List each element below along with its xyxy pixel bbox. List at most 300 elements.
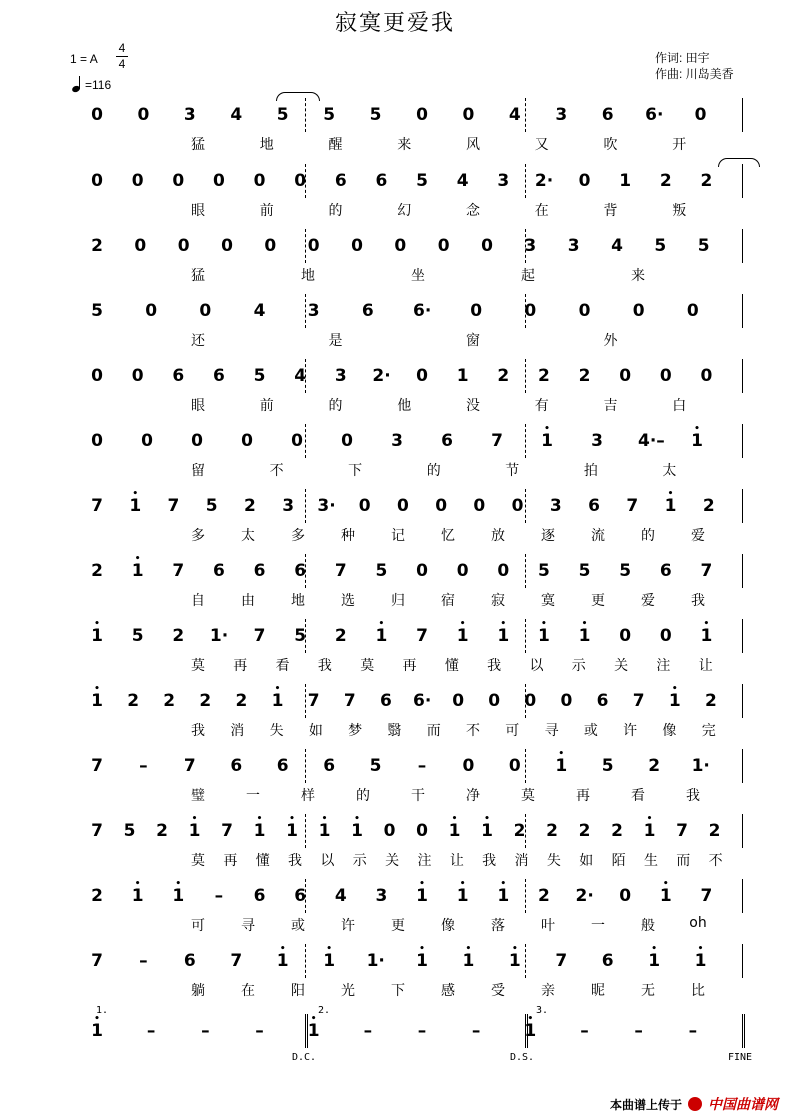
ending-1: 1. <box>96 1005 109 1016</box>
lyric: 我 <box>482 853 497 869</box>
barline-end <box>742 554 743 588</box>
lyric: 生 <box>643 853 658 869</box>
barline <box>525 164 526 198</box>
note: 6 <box>276 756 289 776</box>
note: 0 <box>131 171 144 191</box>
note: 7 <box>334 561 347 581</box>
note: 0 <box>172 171 185 191</box>
note: 0 <box>452 691 465 711</box>
lyric: 看 <box>631 788 645 804</box>
note: • 1 <box>641 820 659 842</box>
note: 3 <box>375 886 388 906</box>
score-row <box>0 950 790 1010</box>
lyric: 样 <box>301 788 315 804</box>
lyric: 太 <box>662 463 677 479</box>
lyric: 又 <box>534 137 549 153</box>
note: – <box>201 1021 210 1041</box>
note: 0 <box>700 366 713 386</box>
note: 3 <box>555 105 568 125</box>
lyric: 完 <box>701 723 716 739</box>
note: 7 <box>230 951 243 971</box>
lyric: 注 <box>656 658 671 674</box>
note: • 1 <box>169 885 187 907</box>
note: • 1 <box>666 690 684 712</box>
note: – <box>255 1021 264 1041</box>
note: 2 <box>702 496 715 516</box>
note: 0 <box>212 171 225 191</box>
note: 6· <box>645 105 664 125</box>
lyric: 的 <box>356 788 370 804</box>
note: 6 <box>375 171 388 191</box>
note: 6 <box>659 561 672 581</box>
note: 3 <box>524 236 537 256</box>
lyric: 地 <box>301 268 315 284</box>
ending-3: 3. <box>536 1005 549 1016</box>
note: 4 <box>253 301 266 321</box>
note: 2 <box>127 691 140 711</box>
score-row <box>0 690 790 750</box>
note: 3 <box>567 236 580 256</box>
note: 0 <box>134 236 147 256</box>
lyric: 莫 <box>360 658 375 674</box>
note: 2 <box>91 561 103 581</box>
fine-mark: FINE <box>728 1052 753 1063</box>
barline-end <box>742 879 743 913</box>
note: 2 <box>172 626 185 646</box>
note: 3 <box>549 496 562 516</box>
note: 6 <box>212 561 225 581</box>
barline <box>525 879 526 913</box>
note: – <box>471 1021 481 1041</box>
lyric: 自 <box>191 593 205 609</box>
lyric: 梦 <box>348 723 363 739</box>
lyric: 消 <box>514 853 529 869</box>
lyric: 躺 <box>191 983 205 999</box>
note: 6 <box>294 886 307 906</box>
lyric: 忆 <box>441 528 455 544</box>
note: 0 <box>307 236 320 256</box>
note: • 1 <box>251 820 269 842</box>
note: 1· <box>209 626 229 646</box>
note: • 1 <box>494 625 512 647</box>
lyric: 如 <box>308 723 323 739</box>
lyric: 白 <box>672 398 687 414</box>
lyric: 逐 <box>541 528 555 544</box>
note: • 1 <box>88 690 106 712</box>
lyric: 莫 <box>191 658 205 674</box>
lyric: 我 <box>691 593 705 609</box>
lyric: 叛 <box>672 203 687 219</box>
lyric: 醒 <box>328 137 343 153</box>
score-row <box>0 1020 790 1080</box>
note: 0 <box>659 366 672 386</box>
barline-end <box>742 359 743 393</box>
note: 1· <box>366 951 385 971</box>
lyric: 念 <box>466 203 480 219</box>
note: 6 <box>323 756 336 776</box>
note: 0 <box>264 236 277 256</box>
note: 5 <box>369 105 382 125</box>
note: 2 <box>611 821 623 841</box>
note: • 1 <box>576 625 594 647</box>
score-row <box>0 755 790 815</box>
lyric: 坐 <box>411 268 425 284</box>
note: 6 <box>601 951 614 971</box>
note: 7 <box>91 951 103 971</box>
lyric: 让 <box>449 853 464 869</box>
note: • 1 <box>657 885 675 907</box>
lyric: 或 <box>583 723 598 739</box>
note: 0 <box>560 691 573 711</box>
lyric: 再 <box>576 788 590 804</box>
note: – <box>139 951 148 971</box>
note: • 1 <box>348 820 366 842</box>
note: 2 <box>700 171 713 191</box>
score-row <box>0 170 790 230</box>
lyric: 再 <box>402 658 417 674</box>
note: • 1 <box>413 885 431 907</box>
note: • 1 <box>697 625 715 647</box>
lyric: 莫 <box>521 788 535 804</box>
note: 7 <box>167 496 180 516</box>
note: 5 <box>601 756 614 776</box>
note: • 1 <box>88 1020 106 1042</box>
note: 6 <box>379 691 392 711</box>
lyric: 的 <box>328 398 343 414</box>
note: • 1 <box>521 1020 539 1042</box>
lyric: 干 <box>411 788 425 804</box>
note: 0 <box>199 301 212 321</box>
lyric: 关 <box>614 658 629 674</box>
lyric: 陌 <box>611 853 626 869</box>
lyric: 由 <box>241 593 255 609</box>
note: 2· <box>534 171 554 191</box>
barline-end <box>742 1014 748 1048</box>
note: 0 <box>578 301 591 321</box>
lyric: 还 <box>191 333 205 349</box>
lyric: 示 <box>352 853 367 869</box>
lyric: 受 <box>491 983 505 999</box>
note: 5 <box>375 561 388 581</box>
note: 4·– <box>638 431 665 451</box>
lyric: 昵 <box>591 983 605 999</box>
note: 2 <box>235 691 248 711</box>
lyric: 关 <box>385 853 400 869</box>
score-row <box>0 560 790 620</box>
barline <box>525 424 526 458</box>
note: 0 <box>659 626 672 646</box>
note: 0 <box>394 236 407 256</box>
note: – <box>139 756 148 776</box>
lyric: 寞 <box>541 593 555 609</box>
note: • 1 <box>494 885 512 907</box>
lyric: 许 <box>623 723 638 739</box>
lyric: 我 <box>288 853 303 869</box>
lyric: 多 <box>291 528 305 544</box>
lyric: 更 <box>391 918 405 934</box>
note: 0 <box>396 496 409 516</box>
lyric: 可 <box>505 723 520 739</box>
lyric: 翳 <box>387 723 402 739</box>
note: 0 <box>524 691 537 711</box>
site-logo-icon <box>688 1097 702 1111</box>
lyric: 节 <box>505 463 520 479</box>
score-row <box>0 885 790 945</box>
lyric: 多 <box>191 528 205 544</box>
note: 3 <box>591 431 603 451</box>
slur <box>276 92 320 101</box>
score-row <box>0 625 790 685</box>
note: 2 <box>91 886 103 906</box>
quarter-note-icon <box>72 76 84 92</box>
key-signature: 1 = A <box>70 52 98 66</box>
note: 2 <box>648 756 661 776</box>
note: 0 <box>435 496 448 516</box>
note: • 1 <box>129 560 147 582</box>
note: • 1 <box>274 950 292 972</box>
note: 0 <box>241 431 253 451</box>
note: 0 <box>632 301 645 321</box>
barline-end <box>742 229 743 263</box>
lyric: 而 <box>676 853 691 869</box>
lyric: 前 <box>259 398 274 414</box>
lyric: 选 <box>341 593 355 609</box>
note: 3 <box>183 105 196 125</box>
ds-mark: D.S. <box>510 1052 535 1063</box>
lyric: 失 <box>269 723 284 739</box>
note: 7 <box>343 691 356 711</box>
note: 5 <box>205 496 218 516</box>
note: 6 <box>230 756 243 776</box>
note: • 1 <box>662 495 680 517</box>
lyric: 看 <box>275 658 290 674</box>
note: 4 <box>611 236 623 256</box>
note: 4 <box>294 366 307 386</box>
lyric: 不 <box>269 463 284 479</box>
note: 2 <box>513 821 526 841</box>
footer-text: 本曲谱上传于 <box>609 1097 682 1112</box>
lyric: 下 <box>348 463 363 479</box>
note: 5 <box>537 561 550 581</box>
lyric: 前 <box>259 203 274 219</box>
note: • 1 <box>413 950 431 972</box>
lyric: 再 <box>223 853 238 869</box>
barline-end <box>742 424 743 458</box>
note: 0 <box>619 886 632 906</box>
lyric: 落 <box>491 918 505 934</box>
note: • 1 <box>305 1020 323 1042</box>
lyric: 爱 <box>641 593 655 609</box>
barline <box>305 749 306 783</box>
composer: 作曲: 川岛美香 <box>655 67 734 81</box>
score-row <box>0 495 790 555</box>
note: 6 <box>253 886 266 906</box>
lyric: 比 <box>691 983 705 999</box>
note: 5 <box>131 626 144 646</box>
note: • 1 <box>454 885 472 907</box>
lyric: 宿 <box>441 593 455 609</box>
note: • 1 <box>88 625 106 647</box>
note: • 1 <box>186 820 204 842</box>
note: 7 <box>91 756 103 776</box>
lyric: 寻 <box>241 918 255 934</box>
song-title: 寂寞更爱我 <box>334 11 455 36</box>
lyric: 种 <box>341 528 355 544</box>
note: 1 <box>456 366 469 386</box>
lyric: 以 <box>320 853 335 869</box>
lyric: 流 <box>591 528 605 544</box>
note: – <box>634 1021 643 1041</box>
lyric: 璧 <box>191 788 205 804</box>
note: 0 <box>686 301 699 321</box>
lyric: 般 <box>641 918 655 934</box>
time-bottom: 4 <box>118 57 126 71</box>
lyric: 记 <box>391 528 405 544</box>
note: – <box>417 1021 427 1041</box>
note: 3 <box>307 301 320 321</box>
note: • 1 <box>454 625 472 647</box>
lyric: 像 <box>662 723 677 739</box>
note: 7 <box>91 821 103 841</box>
barline <box>525 944 526 978</box>
lyric: 如 <box>579 853 594 869</box>
note: 0 <box>511 496 524 516</box>
lyric: 阳 <box>291 983 305 999</box>
lyric: 爱 <box>691 528 705 544</box>
note: 2 <box>199 691 212 711</box>
note: 0 <box>456 561 469 581</box>
note: – <box>417 756 427 776</box>
lyric: 消 <box>230 723 245 739</box>
note: – <box>688 1021 698 1041</box>
lyric: 莫 <box>191 853 205 869</box>
barline-end <box>742 749 743 783</box>
lyric: 以 <box>529 658 544 674</box>
note: • 1 <box>535 625 553 647</box>
note: 0 <box>145 301 158 321</box>
note: • 1 <box>126 495 144 517</box>
lyric: 亲 <box>541 983 555 999</box>
lyric: 无 <box>641 983 655 999</box>
note: 5 <box>578 561 591 581</box>
barline-end <box>742 489 743 523</box>
note: 0 <box>416 105 428 125</box>
lyric: 吉 <box>603 398 618 414</box>
site-logo: 中国曲谱网 <box>708 1096 778 1112</box>
note: 2 <box>156 821 168 841</box>
lyric: 没 <box>466 398 480 414</box>
note: 7 <box>676 821 688 841</box>
note: 7 <box>416 626 428 646</box>
note: 0 <box>253 171 266 191</box>
lyric: 寻 <box>544 723 559 739</box>
note: 7 <box>172 561 185 581</box>
lyric: 在 <box>534 203 549 219</box>
note: 1 <box>619 171 632 191</box>
lyric: 懂 <box>444 658 459 674</box>
lyric: 不 <box>708 853 723 869</box>
note: 0 <box>578 171 591 191</box>
note: 5 <box>654 236 667 256</box>
footer <box>610 1094 778 1114</box>
note: • 1 <box>283 820 301 842</box>
note: • 1 <box>320 950 338 972</box>
note: 5 <box>253 366 266 386</box>
note: 0 <box>473 496 486 516</box>
note: 0 <box>416 821 428 841</box>
note: 7 <box>183 756 196 776</box>
note: 0 <box>694 105 707 125</box>
lyric: 我 <box>487 658 502 674</box>
note: 0 <box>141 431 153 451</box>
lyricist: 作词: 田宇 <box>655 51 710 65</box>
note: • 1 <box>459 950 477 972</box>
note: 6 <box>294 561 307 581</box>
lyric: 一 <box>246 788 260 804</box>
note: 6 <box>588 496 600 516</box>
lyric: 而 <box>426 723 441 739</box>
note: 4 <box>508 105 521 125</box>
lyric: 的 <box>641 528 655 544</box>
note: 2 <box>497 366 510 386</box>
lyric: 他 <box>397 398 412 414</box>
lyric: 示 <box>571 658 586 674</box>
note: 2 <box>659 171 672 191</box>
lyric: 背 <box>603 203 618 219</box>
note: 2 <box>244 496 256 516</box>
tempo-marking <box>72 76 111 92</box>
note: 0 <box>416 561 428 581</box>
lyric: 窗 <box>466 333 480 349</box>
lyric: 下 <box>391 983 405 999</box>
barline <box>305 489 306 523</box>
note: 2 <box>578 366 591 386</box>
note: • 1 <box>446 820 464 842</box>
note: 2· <box>372 366 391 386</box>
lyric: 许 <box>341 918 355 934</box>
slur <box>718 158 760 167</box>
lyric: 猛 <box>191 268 205 284</box>
lyric: 眼 <box>191 203 205 219</box>
note: 0 <box>91 431 103 451</box>
lyric: 归 <box>391 593 405 609</box>
note: 7 <box>700 886 713 906</box>
note: 2 <box>537 366 550 386</box>
lyric: 再 <box>233 658 248 674</box>
note: 6 <box>441 431 453 451</box>
lyric: 或 <box>291 918 305 934</box>
time-signature <box>116 42 128 71</box>
lyric: 让 <box>698 658 713 674</box>
lyric: 注 <box>417 853 432 869</box>
note: 6· <box>413 691 432 711</box>
barline <box>525 359 526 393</box>
lyric: 净 <box>466 788 480 804</box>
note: 0 <box>177 236 190 256</box>
lyric: 开 <box>672 137 687 153</box>
note: 3 <box>497 171 510 191</box>
lyric: 留 <box>191 463 205 479</box>
note: • 1 <box>129 885 147 907</box>
note: 0 <box>341 431 353 451</box>
lyric: 猛 <box>191 137 205 153</box>
lyric: 我 <box>317 658 332 674</box>
note: 4 <box>230 105 243 125</box>
note: 0 <box>462 756 475 776</box>
note: 5 <box>123 821 136 841</box>
note: • 1 <box>538 430 556 452</box>
note: 0 <box>383 821 396 841</box>
